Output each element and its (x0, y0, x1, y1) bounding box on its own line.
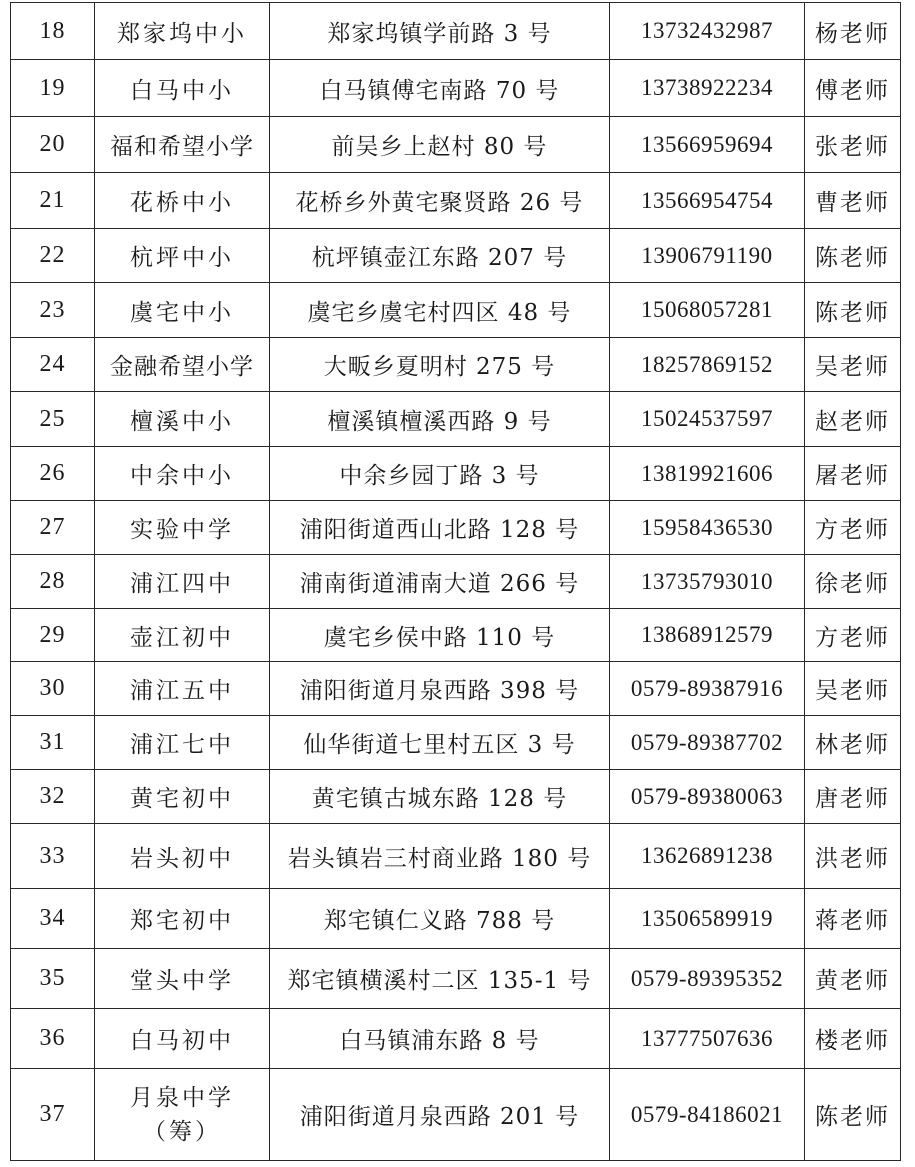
table-row (11, 824, 901, 889)
table-row (11, 338, 901, 392)
row-number: 18 (11, 3, 95, 60)
table-row (11, 770, 901, 824)
school-address: 岩头镇岩三村商业路 180 号 (270, 824, 610, 889)
school-name: 黄宅初中 (95, 770, 270, 824)
table-row (11, 716, 901, 770)
school-name: 杭坪中小 (95, 229, 270, 283)
school-name: 白马中小 (95, 60, 270, 117)
row-number: 23 (11, 283, 95, 338)
contact-phone: 18257869152 (610, 338, 805, 392)
table-row (11, 173, 901, 229)
contact-phone: 13906791190 (610, 229, 805, 283)
table-row (11, 1009, 901, 1069)
contact-teacher: 屠老师 (805, 447, 901, 501)
row-number: 25 (11, 392, 95, 447)
table-row (11, 3, 901, 60)
table-row (11, 447, 901, 501)
school-contact-table-wrapper (10, 2, 900, 1161)
school-address: 浦阳街道月泉西路 398 号 (270, 662, 610, 716)
contact-teacher: 赵老师 (805, 392, 901, 447)
contact-teacher: 林老师 (805, 716, 901, 770)
contact-teacher: 方老师 (805, 609, 901, 662)
contact-teacher: 杨老师 (805, 3, 901, 60)
contact-phone: 0579-89387702 (610, 716, 805, 770)
contact-teacher: 方老师 (805, 501, 901, 555)
table-row (11, 392, 901, 447)
school-contact-table (10, 2, 901, 1161)
school-name: 浦江七中 (95, 716, 270, 770)
contact-teacher: 陈老师 (805, 1069, 901, 1161)
row-number: 31 (11, 716, 95, 770)
contact-phone: 15068057281 (610, 283, 805, 338)
school-name-line2: （筹） (143, 1118, 221, 1145)
contact-phone: 13626891238 (610, 824, 805, 889)
contact-teacher: 曹老师 (805, 173, 901, 229)
contact-teacher: 黄老师 (805, 949, 901, 1009)
table-row (11, 555, 901, 609)
contact-phone: 15024537597 (610, 392, 805, 447)
table-row (11, 949, 901, 1009)
school-address: 中余乡园丁路 3 号 (270, 447, 610, 501)
row-number: 35 (11, 949, 95, 1009)
school-name: 中余中小 (95, 447, 270, 501)
school-name: 福和希望小学 (95, 117, 270, 173)
contact-phone: 0579-89387916 (610, 662, 805, 716)
school-address: 白马镇傅宅南路 70 号 (270, 60, 610, 117)
school-name: 花桥中小 (95, 173, 270, 229)
school-address: 大畈乡夏明村 275 号 (270, 338, 610, 392)
row-number: 24 (11, 338, 95, 392)
row-number: 22 (11, 229, 95, 283)
school-name: 虞宅中小 (95, 283, 270, 338)
row-number: 26 (11, 447, 95, 501)
contact-phone: 13566959694 (610, 117, 805, 173)
school-address: 黄宅镇古城东路 128 号 (270, 770, 610, 824)
table-row (11, 501, 901, 555)
school-address: 郑宅镇仁义路 788 号 (270, 889, 610, 949)
contact-phone: 13819921606 (610, 447, 805, 501)
school-address: 郑宅镇横溪村二区 135-1 号 (270, 949, 610, 1009)
row-number: 33 (11, 824, 95, 889)
school-name: 实验中学 (95, 501, 270, 555)
school-address: 杭坪镇壶江东路 207 号 (270, 229, 610, 283)
school-address: 前吴乡上赵村 80 号 (270, 117, 610, 173)
school-name: 郑家坞中小 (95, 3, 270, 60)
contact-teacher: 洪老师 (805, 824, 901, 889)
contact-phone: 13566954754 (610, 173, 805, 229)
contact-teacher: 张老师 (805, 117, 901, 173)
contact-teacher: 楼老师 (805, 1009, 901, 1069)
school-name: 白马初中 (95, 1009, 270, 1069)
row-number: 34 (11, 889, 95, 949)
contact-phone: 13506589919 (610, 889, 805, 949)
contact-teacher: 陈老师 (805, 283, 901, 338)
row-number: 20 (11, 117, 95, 173)
contact-phone: 0579-84186021 (610, 1069, 805, 1161)
school-address: 仙华街道七里村五区 3 号 (270, 716, 610, 770)
contact-teacher: 吴老师 (805, 662, 901, 716)
table-row (11, 283, 901, 338)
contact-teacher: 吴老师 (805, 338, 901, 392)
school-address: 浦南街道浦南大道 266 号 (270, 555, 610, 609)
school-name: 浦江五中 (95, 662, 270, 716)
contact-phone: 13777507636 (610, 1009, 805, 1069)
table-row (11, 229, 901, 283)
contact-phone: 15958436530 (610, 501, 805, 555)
row-number: 37 (11, 1069, 95, 1161)
contact-teacher: 傅老师 (805, 60, 901, 117)
table-row (11, 1069, 901, 1161)
school-address: 花桥乡外黄宅聚贤路 26 号 (270, 173, 610, 229)
school-name: 檀溪中小 (95, 392, 270, 447)
contact-phone: 0579-89380063 (610, 770, 805, 824)
school-name: 金融希望小学 (95, 338, 270, 392)
row-number: 28 (11, 555, 95, 609)
row-number: 29 (11, 609, 95, 662)
school-name (95, 1069, 270, 1161)
school-name: 郑宅初中 (95, 889, 270, 949)
contact-teacher: 唐老师 (805, 770, 901, 824)
school-name: 壶江初中 (95, 609, 270, 662)
row-number: 32 (11, 770, 95, 824)
contact-phone: 13868912579 (610, 609, 805, 662)
table-row (11, 662, 901, 716)
table-row (11, 60, 901, 117)
school-name: 浦江四中 (95, 555, 270, 609)
contact-phone: 13735793010 (610, 555, 805, 609)
contact-phone: 13732432987 (610, 3, 805, 60)
row-number: 27 (11, 501, 95, 555)
row-number: 21 (11, 173, 95, 229)
school-address: 郑家坞镇学前路 3 号 (270, 3, 610, 60)
contact-teacher: 徐老师 (805, 555, 901, 609)
contact-phone: 0579-89395352 (610, 949, 805, 1009)
school-address: 白马镇浦东路 8 号 (270, 1009, 610, 1069)
row-number: 30 (11, 662, 95, 716)
school-name-line1: 月泉中学 (130, 1084, 234, 1111)
school-address: 虞宅乡侯中路 110 号 (270, 609, 610, 662)
table-row (11, 889, 901, 949)
contact-teacher: 蒋老师 (805, 889, 901, 949)
school-name: 岩头初中 (95, 824, 270, 889)
table-row (11, 609, 901, 662)
row-number: 36 (11, 1009, 95, 1069)
school-address: 檀溪镇檀溪西路 9 号 (270, 392, 610, 447)
row-number: 19 (11, 60, 95, 117)
contact-phone: 13738922234 (610, 60, 805, 117)
table-row (11, 117, 901, 173)
school-address: 虞宅乡虞宅村四区 48 号 (270, 283, 610, 338)
school-address: 浦阳街道西山北路 128 号 (270, 501, 610, 555)
school-address: 浦阳街道月泉西路 201 号 (270, 1069, 610, 1161)
contact-teacher: 陈老师 (805, 229, 901, 283)
school-name: 堂头中学 (95, 949, 270, 1009)
